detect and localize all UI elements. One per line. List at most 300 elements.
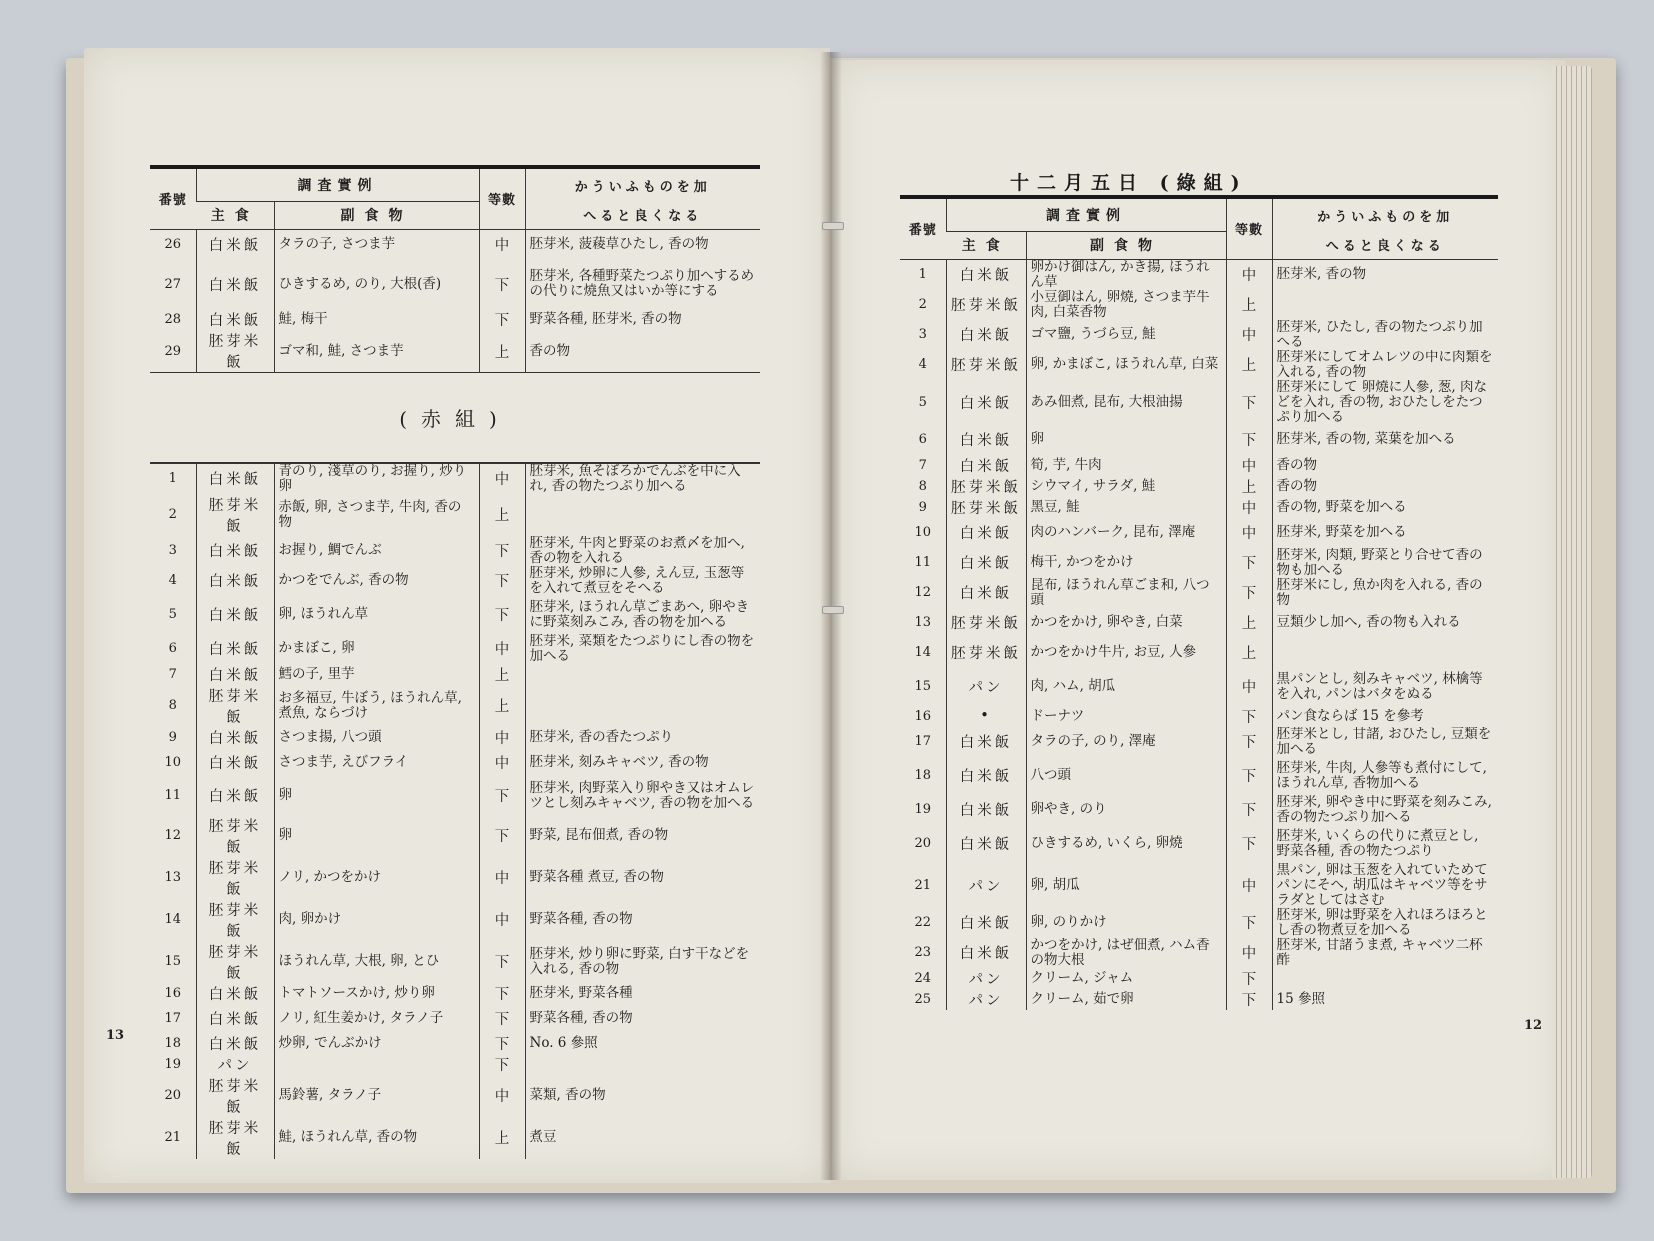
row-staple: 胚芽米飯 xyxy=(946,497,1026,518)
table-row xyxy=(150,634,760,664)
row-number: 27 xyxy=(164,276,182,292)
row-grade: 中 xyxy=(1226,938,1272,968)
row-side-dish: 卵, かまぼこ, ほうれん草, 白菜 xyxy=(1026,350,1226,380)
row-number: 7 xyxy=(918,457,927,473)
row-staple: 胚芽米飯 xyxy=(196,685,274,727)
row-side-dish: ノリ, かつをかけ xyxy=(274,857,479,899)
table-row xyxy=(150,229,760,259)
row-grade: 中 xyxy=(479,899,525,941)
row-number: 16 xyxy=(914,708,932,724)
row-advice: 胚芽米, 野菜を加へる xyxy=(1272,518,1498,548)
table-row xyxy=(150,463,760,494)
row-staple: 白米飯 xyxy=(946,518,1026,548)
row-staple: 白米飯 xyxy=(946,825,1026,863)
table-row xyxy=(900,548,1498,578)
row-staple: 白米飯 xyxy=(196,748,274,777)
header-no: 番號 xyxy=(900,197,946,259)
row-number: 8 xyxy=(918,478,927,494)
row-side-dish: あみ佃煮, 昆布, 大根油揚 xyxy=(1026,380,1226,425)
row-side-dish: お多福豆, 牛ぼう, ほうれん草, 煮魚, ならづけ xyxy=(274,685,479,727)
row-staple: 白米飯 xyxy=(196,1004,274,1033)
row-staple: 白米飯 xyxy=(196,566,274,596)
row-side-dish: タラの子, さつま芋 xyxy=(274,229,479,259)
row-number: 6 xyxy=(918,432,927,447)
table-row xyxy=(150,748,760,777)
row-side-dish: 卵, ほうれん草 xyxy=(274,596,479,634)
row-side-dish: ひきするめ, のり, 大根(香) xyxy=(274,259,479,309)
row-number: 24 xyxy=(914,970,932,986)
row-grade: 下 xyxy=(1226,757,1272,795)
row-grade: 中 xyxy=(479,748,525,777)
row-number: 1 xyxy=(918,267,927,282)
row-number: 9 xyxy=(168,729,177,745)
row-advice: 胚芽米, いくらの代りに煮豆とし, 野菜各種, 香の物たつぷり xyxy=(1272,825,1498,863)
row-advice: 胚芽米, 肉野菜入り卵やき又はオムレツとし刻みキャベツ, 香の物を加へる xyxy=(525,777,760,815)
header-grade: 等數 xyxy=(1226,197,1272,259)
table-row xyxy=(150,857,760,899)
row-advice: 胚芽米, 卵やき中に野菜を刻みこみ, 香の物たつぷり加へる xyxy=(1272,795,1498,825)
right-page-number: 12 xyxy=(1524,1018,1543,1033)
row-side-dish: 炒卵, でんぶかけ xyxy=(274,1033,479,1054)
row-side-dish: ノリ, 紅生姜かけ, タラノ子 xyxy=(274,1004,479,1033)
header-side: 副食物 xyxy=(274,201,479,229)
row-staple: 白米飯 xyxy=(946,757,1026,795)
row-advice xyxy=(525,664,760,685)
row-advice: 野菜各種 煮豆, 香の物 xyxy=(525,857,760,899)
row-staple: 白米飯 xyxy=(196,259,274,309)
row-staple: 胚芽米飯 xyxy=(196,899,274,941)
row-advice: 香の物 xyxy=(525,330,760,373)
row-staple: 胚芽米飯 xyxy=(196,857,274,899)
row-grade: 上 xyxy=(479,664,525,685)
row-staple: 白米飯 xyxy=(196,1033,274,1054)
header-side: 副食物 xyxy=(1026,231,1226,259)
row-number: 15 xyxy=(914,679,932,694)
row-number: 22 xyxy=(914,915,932,930)
row-staple: 白米飯 xyxy=(946,578,1026,608)
row-number: 14 xyxy=(164,912,182,927)
row-advice: 胚芽米にしてオムレツの中に肉類を入れる, 香の物 xyxy=(1272,350,1498,380)
row-number: 16 xyxy=(164,985,182,1001)
table-row xyxy=(900,968,1498,989)
row-grade: 上 xyxy=(1226,638,1272,668)
table-row xyxy=(150,536,760,566)
row-advice: 野菜各種, 香の物 xyxy=(525,1004,760,1033)
row-advice: 野菜各種, 香の物 xyxy=(525,899,760,941)
table-row xyxy=(150,1075,760,1117)
row-grade: 下 xyxy=(479,309,525,330)
left-top-rows xyxy=(150,229,760,373)
row-number: 13 xyxy=(164,870,182,885)
table-row xyxy=(900,757,1498,795)
row-staple: 白米飯 xyxy=(196,463,274,494)
row-number: 21 xyxy=(164,1130,182,1145)
row-advice: 胚芽米, 香の物, 菜葉を加へる xyxy=(1272,425,1498,455)
table-row xyxy=(150,596,760,634)
row-advice: 胚芽米, 肉類, 野菜とり合せて香の物も加へる xyxy=(1272,548,1498,578)
row-side-dish: かつをでんぶ, 香の物 xyxy=(274,566,479,596)
row-number: 18 xyxy=(164,1035,182,1051)
table-row xyxy=(900,320,1498,350)
row-side-dish: さつま芋, えびフライ xyxy=(274,748,479,777)
header-grade: 等數 xyxy=(479,167,525,229)
row-advice: 黒パンとし, 刻みキャベツ, 林檎等を入れ, パンはバタをぬる xyxy=(1272,668,1498,706)
row-grade: 下 xyxy=(1226,908,1272,938)
row-number: 1 xyxy=(168,471,177,486)
table-row xyxy=(900,518,1498,548)
row-grade: 下 xyxy=(1226,425,1272,455)
row-grade: 中 xyxy=(479,634,525,664)
row-grade: 下 xyxy=(1226,825,1272,863)
row-staple: 白米飯 xyxy=(946,259,1026,290)
row-staple: 白米飯 xyxy=(946,795,1026,825)
row-staple: 白米飯 xyxy=(196,983,274,1004)
row-staple: 白米飯 xyxy=(946,455,1026,476)
header-no: 番號 xyxy=(150,167,196,229)
table-row xyxy=(900,259,1498,290)
table-row xyxy=(900,476,1498,497)
table-row xyxy=(150,777,760,815)
row-staple: 胚芽米飯 xyxy=(196,941,274,983)
page-edges xyxy=(1552,66,1592,1178)
table-row xyxy=(900,380,1498,425)
row-number: 23 xyxy=(914,945,932,960)
table-row xyxy=(900,425,1498,455)
row-staple: パン xyxy=(946,668,1026,706)
row-grade: 下 xyxy=(479,983,525,1004)
row-side-dish: かつをかけ, 卵やき, 白菜 xyxy=(1026,608,1226,638)
header-advice-1: かういふものを加 xyxy=(525,167,760,201)
row-staple: 胚芽米飯 xyxy=(946,608,1026,638)
row-grade: 中 xyxy=(1226,863,1272,908)
row-side-dish: 八つ頭 xyxy=(1026,757,1226,795)
row-advice: 野菜各種, 胚芽米, 香の物 xyxy=(525,309,760,330)
left-page-number: 13 xyxy=(106,1028,125,1043)
table-row xyxy=(900,989,1498,1010)
row-number: 11 xyxy=(164,788,182,803)
row-grade: 上 xyxy=(1226,608,1272,638)
row-side-dish: かつをかけ, はぜ佃煮, ハム香の物大根 xyxy=(1026,938,1226,968)
row-grade: 下 xyxy=(479,1004,525,1033)
row-side-dish: ほうれん草, 大根, 卵, とひ xyxy=(274,941,479,983)
row-staple: 胚芽米飯 xyxy=(196,330,274,373)
row-number: 14 xyxy=(914,645,932,660)
row-side-dish: 卵, 胡瓜 xyxy=(1026,863,1226,908)
row-advice: 胚芽米, 菠薐草ひたし, 香の物 xyxy=(525,229,760,259)
row-staple: 胚芽米飯 xyxy=(946,638,1026,668)
row-number: 6 xyxy=(168,641,177,656)
table-row xyxy=(150,727,760,748)
row-grade: 下 xyxy=(479,1033,525,1054)
row-side-dish: 卵やき, のり xyxy=(1026,795,1226,825)
row-side-dish: かまぼこ, 卵 xyxy=(274,634,479,664)
row-advice: 野菜, 昆布佃煮, 香の物 xyxy=(525,815,760,857)
row-side-dish: 鮭, 梅干 xyxy=(274,309,479,330)
row-staple: 白米飯 xyxy=(946,908,1026,938)
row-side-dish: 鮭, ほうれん草, 香の物 xyxy=(274,1117,479,1159)
row-number: 20 xyxy=(164,1088,182,1103)
row-side-dish: 肉, 卵かけ xyxy=(274,899,479,941)
row-number: 15 xyxy=(164,954,182,969)
table-row xyxy=(150,1054,760,1075)
row-advice: 胚芽米, 刻みキャベツ, 香の物 xyxy=(525,748,760,777)
row-side-dish: 梅干, かつをかけ xyxy=(1026,548,1226,578)
row-number: 13 xyxy=(914,615,932,630)
row-side-dish: クリーム, 茹で卵 xyxy=(1026,989,1226,1010)
table-row xyxy=(900,863,1498,908)
row-side-dish: 小豆御はん, 卵燒, さつま芋牛肉, 白菜香物 xyxy=(1026,290,1226,320)
row-staple: パン xyxy=(946,863,1026,908)
row-grade: 下 xyxy=(1226,578,1272,608)
table-row xyxy=(900,825,1498,863)
row-side-dish: 卵 xyxy=(274,815,479,857)
row-advice: 胚芽米にし, 魚か肉を入れる, 香の物 xyxy=(1272,578,1498,608)
header-advice-2: へると良くなる xyxy=(1272,231,1498,259)
row-grade: 下 xyxy=(479,596,525,634)
row-staple: 白米飯 xyxy=(946,938,1026,968)
row-number: 21 xyxy=(914,877,932,893)
table-row xyxy=(900,668,1498,706)
row-side-dish xyxy=(274,1054,479,1075)
row-number: 4 xyxy=(168,573,177,588)
row-staple: 胚芽米飯 xyxy=(196,1117,274,1159)
right-ledger-table xyxy=(900,195,1498,1010)
row-advice: No. 6 參照 xyxy=(525,1033,760,1054)
row-grade: 上 xyxy=(1226,476,1272,497)
table-row xyxy=(900,608,1498,638)
table-row xyxy=(150,1004,760,1033)
table-row xyxy=(900,795,1498,825)
row-side-dish: 卵かけ御はん, かき揚, ほうれん草 xyxy=(1026,259,1226,290)
right-rows xyxy=(900,259,1498,1010)
row-number: 5 xyxy=(168,607,177,622)
row-staple: 白米飯 xyxy=(946,320,1026,350)
row-staple: 白米飯 xyxy=(196,634,274,664)
table-row xyxy=(150,309,760,330)
right-page-title: 十二月五日 (綠組) xyxy=(1010,172,1248,194)
table-row xyxy=(150,1033,760,1054)
row-staple: • xyxy=(946,706,1026,727)
table-row xyxy=(150,941,760,983)
header-advice-2: へると良くなる xyxy=(525,201,760,229)
row-grade: 中 xyxy=(1226,455,1272,476)
row-number: 4 xyxy=(918,357,927,372)
row-grade: 中 xyxy=(1226,668,1272,706)
table-row xyxy=(900,706,1498,727)
row-advice: 胚芽米にして 卵燒に人參, 葱, 肉などを入れ, 香の物, おひたしをたつぷり加へる xyxy=(1272,380,1498,425)
row-number: 28 xyxy=(164,312,182,327)
row-grade: 上 xyxy=(479,1117,525,1159)
row-side-dish: かつをかけ牛片, お豆, 人參 xyxy=(1026,638,1226,668)
row-staple: 胚芽米飯 xyxy=(196,494,274,536)
table-row xyxy=(900,455,1498,476)
row-side-dish: さつま揚, 八つ頭 xyxy=(274,727,479,748)
row-side-dish: 鱈の子, 里芋 xyxy=(274,664,479,685)
row-side-dish: 卵, のりかけ xyxy=(1026,908,1226,938)
section-title-red: (赤組) xyxy=(150,373,760,463)
row-advice: 黒パン, 卵は玉葱を入れていためてパンにそへ, 胡瓜はキャベツ等をサラダとしてはさむ xyxy=(1272,863,1498,908)
row-advice xyxy=(1272,968,1498,989)
row-grade: 下 xyxy=(1226,968,1272,989)
table-row xyxy=(150,983,760,1004)
row-side-dish: 馬鈴薯, タラノ子 xyxy=(274,1075,479,1117)
row-advice: 胚芽米, ひたし, 香の物たつぷり加へる xyxy=(1272,320,1498,350)
row-advice: 胚芽米, 菜類をたつぷりにし香の物を加へる xyxy=(525,634,760,664)
row-grade: 中 xyxy=(479,463,525,494)
row-side-dish: 肉のハンバーク, 昆布, 澤庵 xyxy=(1026,518,1226,548)
row-advice xyxy=(525,494,760,536)
row-grade: 下 xyxy=(1226,989,1272,1010)
row-staple: 胚芽米飯 xyxy=(196,1075,274,1117)
row-grade: 下 xyxy=(1226,727,1272,757)
row-side-dish: 赤飯, 卵, さつま芋, 牛肉, 香の物 xyxy=(274,494,479,536)
row-grade: 中 xyxy=(1226,320,1272,350)
row-grade: 中 xyxy=(1226,518,1272,548)
table-row xyxy=(150,664,760,685)
table-row xyxy=(150,815,760,857)
table-row xyxy=(900,497,1498,518)
row-grade: 上 xyxy=(479,685,525,727)
row-staple: 白米飯 xyxy=(196,536,274,566)
row-grade: 上 xyxy=(1226,350,1272,380)
row-advice xyxy=(1272,638,1498,668)
header-advice-1: かういふものを加 xyxy=(1272,197,1498,231)
table-row xyxy=(900,350,1498,380)
table-row xyxy=(900,938,1498,968)
row-grade: 中 xyxy=(479,857,525,899)
row-number: 12 xyxy=(164,828,182,843)
row-staple: 白米飯 xyxy=(946,727,1026,757)
row-staple: 白米飯 xyxy=(946,548,1026,578)
table-row xyxy=(900,638,1498,668)
row-advice: 胚芽米, 香の香たつぷり xyxy=(525,727,760,748)
row-number: 3 xyxy=(918,327,927,342)
row-number: 17 xyxy=(914,734,932,749)
left-ledger-table xyxy=(150,165,760,1159)
row-advice: 15 參照 xyxy=(1272,989,1498,1010)
table-row xyxy=(900,578,1498,608)
row-staple: 胚芽米飯 xyxy=(196,815,274,857)
row-staple: 白米飯 xyxy=(946,425,1026,455)
row-side-dish: ドーナツ xyxy=(1026,706,1226,727)
table-row xyxy=(150,685,760,727)
row-number: 20 xyxy=(914,836,932,851)
row-grade: 中 xyxy=(479,727,525,748)
row-number: 10 xyxy=(164,754,182,770)
row-advice: パン食ならば 15 を參考 xyxy=(1272,706,1498,727)
row-number: 19 xyxy=(164,1056,182,1072)
table-row xyxy=(150,1117,760,1159)
row-grade: 上 xyxy=(479,330,525,373)
row-grade: 下 xyxy=(479,777,525,815)
row-grade: 下 xyxy=(479,566,525,596)
row-advice xyxy=(525,1054,760,1075)
row-advice: 胚芽米, 甘諸うま煮, キャベツ二杯酢 xyxy=(1272,938,1498,968)
row-staple: 胚芽米飯 xyxy=(946,476,1026,497)
table-row xyxy=(150,259,760,309)
row-side-dish: お握り, 鯛でんぶ xyxy=(274,536,479,566)
row-advice: 胚芽米とし, 甘諸, おひたし, 豆類を加へる xyxy=(1272,727,1498,757)
row-side-dish: ゴマ和, 鮭, さつま芋 xyxy=(274,330,479,373)
table-row xyxy=(900,727,1498,757)
row-grade: 下 xyxy=(1226,795,1272,825)
table-row xyxy=(900,290,1498,320)
header-staple: 主食 xyxy=(946,231,1026,259)
row-side-dish: ひきするめ, いくら, 卵燒 xyxy=(1026,825,1226,863)
row-side-dish: 卵 xyxy=(1026,425,1226,455)
row-grade: 下 xyxy=(1226,380,1272,425)
row-staple: 白米飯 xyxy=(196,777,274,815)
row-advice: 胚芽米, 卵は野菜を入れほろほろとし香の物煮豆を加へる xyxy=(1272,908,1498,938)
row-advice: 香の物, 野菜を加へる xyxy=(1272,497,1498,518)
row-side-dish: トマトソースかけ, 炒り卵 xyxy=(274,983,479,1004)
row-advice: 胚芽米, 野菜各種 xyxy=(525,983,760,1004)
row-side-dish: 昆布, ほうれん草ごま和, 八つ頭 xyxy=(1026,578,1226,608)
row-side-dish: 筍, 芋, 牛肉 xyxy=(1026,455,1226,476)
row-number: 8 xyxy=(168,698,177,713)
row-grade: 上 xyxy=(479,494,525,536)
row-advice: 菜類, 香の物 xyxy=(525,1075,760,1117)
row-side-dish: タラの子, のり, 澤庵 xyxy=(1026,727,1226,757)
header-example: 調査實例 xyxy=(946,197,1226,231)
row-staple: 白米飯 xyxy=(196,229,274,259)
row-advice: 胚芽米, 牛肉と野菜のお煮〆を加へ, 香の物を入れる xyxy=(525,536,760,566)
row-grade: 下 xyxy=(479,536,525,566)
row-advice: 胚芽米, ほうれん草ごまあへ, 卵やきに野菜刻みこみ, 香の物を加へる xyxy=(525,596,760,634)
row-side-dish: 黑豆, 鮭 xyxy=(1026,497,1226,518)
table-row xyxy=(150,330,760,373)
row-staple: 白米飯 xyxy=(196,596,274,634)
row-number: 12 xyxy=(914,585,932,600)
row-number: 18 xyxy=(914,768,932,783)
row-grade: 中 xyxy=(1226,497,1272,518)
row-staple: 胚芽米飯 xyxy=(946,350,1026,380)
row-advice xyxy=(1272,290,1498,320)
row-number: 7 xyxy=(168,666,177,682)
table-row xyxy=(150,899,760,941)
row-number: 29 xyxy=(164,343,182,359)
header-staple: 主食 xyxy=(196,201,274,229)
row-staple: パン xyxy=(196,1054,274,1075)
left-main-rows xyxy=(150,463,760,1159)
row-grade: 下 xyxy=(479,815,525,857)
table-row xyxy=(150,566,760,596)
row-grade: 下 xyxy=(479,259,525,309)
row-staple: パン xyxy=(946,968,1026,989)
row-number: 25 xyxy=(914,991,932,1007)
row-staple: 白米飯 xyxy=(946,380,1026,425)
row-side-dish: クリーム, ジャム xyxy=(1026,968,1226,989)
row-side-dish: シウマイ, サラダ, 鮭 xyxy=(1026,476,1226,497)
row-number: 2 xyxy=(168,507,177,522)
staple-bottom xyxy=(822,606,844,614)
table-row xyxy=(900,908,1498,938)
row-grade: 下 xyxy=(1226,548,1272,578)
row-staple: パン xyxy=(946,989,1026,1010)
row-advice: 胚芽米, 魚そぼろかでんぶを中に入れ, 香の物たつぷり加へる xyxy=(525,463,760,494)
row-number: 17 xyxy=(164,1010,182,1026)
row-advice: 胚芽米, 炒卵に人參, えん豆, 玉葱等を入れて煮豆をそへる xyxy=(525,566,760,596)
row-staple: 白米飯 xyxy=(196,664,274,685)
row-grade: 下 xyxy=(479,1054,525,1075)
row-number: 11 xyxy=(914,555,932,570)
row-grade: 上 xyxy=(1226,290,1272,320)
row-number: 3 xyxy=(168,543,177,558)
row-number: 9 xyxy=(918,499,927,515)
row-side-dish: 卵 xyxy=(274,777,479,815)
row-advice: 胚芽米, 炒り卵に野菜, 白す干などを入れる, 香の物 xyxy=(525,941,760,983)
row-advice: 豆類少し加へ, 香の物も入れる xyxy=(1272,608,1498,638)
